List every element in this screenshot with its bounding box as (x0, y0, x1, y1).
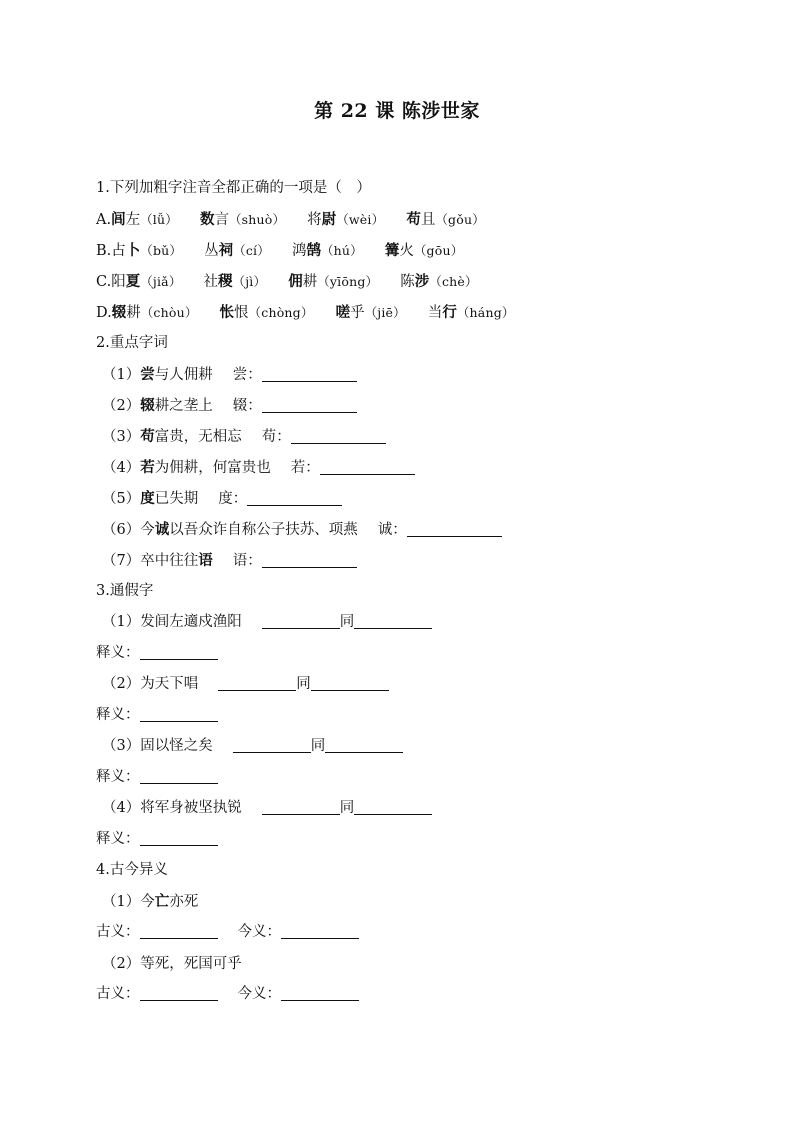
word-bold-char: 嗟 (335, 304, 351, 321)
answer-blank[interactable] (262, 551, 357, 568)
item-number: （2） (102, 398, 141, 414)
key-char-label: 苟： (261, 429, 291, 445)
original-char-blank[interactable] (311, 674, 389, 691)
word-pinyin: （gōu） (413, 243, 464, 258)
item-number: （2） (102, 956, 141, 972)
answer-blank[interactable] (262, 365, 357, 382)
variant-char-blank[interactable] (233, 736, 311, 753)
meaning-label: 释义： (96, 707, 140, 723)
sentence-pre: 今 (140, 894, 155, 910)
q2-item (96, 421, 698, 452)
q3-meaning-row (96, 824, 698, 855)
word-post: 言 (214, 212, 229, 228)
ancient-meaning-label: 古义： (96, 924, 140, 940)
word-post: 耕 (126, 305, 141, 321)
meaning-blank[interactable] (140, 643, 218, 660)
word-pre: 社 (203, 274, 219, 290)
word-pinyin: （shuò） (228, 212, 286, 227)
item-number: （5） (102, 491, 141, 507)
sentence-bold-char: 诚 (154, 521, 170, 538)
q3-stem: 3.通假字 (96, 583, 154, 599)
q3-meaning-row (96, 638, 698, 669)
page-title: 第 22 课 陈涉世家 (314, 100, 480, 122)
word-pinyin: （hú） (320, 243, 363, 258)
word-post: 乎 (350, 305, 365, 321)
meaning-blank[interactable] (140, 767, 218, 784)
q3-item (96, 731, 698, 762)
option-word (204, 266, 267, 298)
option-word (406, 204, 485, 236)
sentence-post: 已失期 (154, 491, 199, 507)
item-number: （4） (102, 800, 141, 816)
word-pinyin: （lǚ） (140, 212, 178, 227)
sentence-pre: 今 (140, 522, 155, 538)
sentence-text: 发闾左適戍渔阳 (140, 614, 242, 630)
option-word (204, 235, 270, 267)
item-number: （2） (102, 676, 141, 692)
option-word (111, 266, 181, 298)
word-pinyin: （chòng） (248, 305, 314, 320)
sentence-post: 亦死 (169, 894, 199, 910)
item-number: （7） (102, 553, 141, 569)
option-word (220, 297, 314, 329)
q3-items (96, 607, 698, 855)
sentence-text: 固以怪之矣 (140, 738, 213, 754)
word-bold-char: 卜 (125, 242, 141, 259)
original-char-blank[interactable] (354, 798, 432, 815)
key-char-label: 辍： (232, 398, 262, 414)
q3-item (96, 793, 698, 824)
sentence-pre: 等死，死国可乎 (140, 956, 242, 972)
answer-blank[interactable] (291, 427, 386, 444)
option-word (428, 297, 515, 329)
sentence-bold-char: 度 (140, 490, 155, 507)
word-pinyin: （jiǎ） (140, 274, 182, 289)
word-bold-char: 鹄 (306, 242, 321, 259)
word-post: 左 (125, 212, 141, 228)
item-number: （1） (102, 614, 141, 630)
same-as-label: 同 (296, 676, 311, 692)
q2-stem: 2.重点字词 (96, 335, 168, 351)
item-number: （6） (102, 522, 141, 538)
answer-blank[interactable] (262, 396, 357, 413)
sentence-bold-char: 语 (198, 552, 213, 569)
q2-item (96, 483, 698, 514)
q1-options (96, 204, 698, 328)
meaning-blank[interactable] (140, 829, 218, 846)
word-bold-char: 行 (442, 304, 457, 321)
same-as-label: 同 (310, 738, 326, 754)
modern-meaning-blank[interactable] (281, 984, 359, 1001)
sentence-post: 富贵，无相忘 (154, 429, 242, 445)
word-bold-char: 数 (199, 211, 215, 228)
word-pinyin: （cí） (233, 243, 270, 258)
option-word (288, 266, 378, 298)
variant-char-blank[interactable] (218, 674, 296, 691)
q2-item (96, 545, 698, 576)
word-post: 且 (420, 212, 436, 228)
key-char-label: 尝： (232, 367, 262, 383)
ancient-meaning-label: 古义： (96, 986, 140, 1002)
word-pre: 鸿 (291, 243, 307, 259)
q2-item (96, 359, 698, 390)
word-post: 恨 (234, 305, 249, 321)
sentence-bold-char: 苟 (140, 428, 155, 445)
word-pinyin: （háng） (456, 305, 515, 320)
item-number: （1） (102, 367, 141, 383)
sentence-bold-char: 亡 (154, 893, 170, 910)
word-pinyin: （chè） (429, 274, 478, 289)
q2-items (96, 359, 698, 576)
word-pre: 将 (307, 212, 322, 228)
option-word (111, 235, 182, 267)
q3-meaning-row (96, 700, 698, 731)
sentence-post: 与人佣耕 (154, 367, 213, 383)
option-word (292, 235, 363, 267)
q3-meaning-row (96, 762, 698, 793)
key-char-label: 度： (218, 491, 248, 507)
sentence-text: 将军身被坚执锐 (140, 800, 242, 816)
q2-item (96, 514, 698, 545)
ancient-meaning-blank[interactable] (140, 984, 218, 1001)
option-label: B. (96, 243, 112, 259)
word-pinyin: （gǒu） (435, 212, 485, 227)
answer-blank[interactable] (247, 489, 342, 506)
q2-item (96, 452, 698, 483)
word-pre: 阳 (111, 274, 126, 290)
meaning-blank[interactable] (140, 705, 218, 722)
q4-meaning-row (96, 917, 698, 948)
q4-item (96, 886, 698, 917)
q1-option-b (96, 235, 698, 266)
word-bold-char: 闾 (111, 211, 126, 228)
sentence-text: 为天下唱 (140, 676, 199, 692)
q3-item (96, 607, 698, 638)
modern-meaning-label: 今义： (237, 986, 281, 1002)
q4-item (96, 948, 698, 979)
item-number: （3） (102, 429, 141, 445)
same-as-label: 同 (339, 800, 355, 816)
q4-items (96, 886, 698, 1010)
q4-stem: 4.古今异义 (96, 862, 168, 878)
ancient-meaning-blank[interactable] (140, 922, 218, 939)
word-pinyin: （chòu） (140, 305, 198, 320)
original-char-blank[interactable] (325, 736, 403, 753)
option-word (112, 297, 198, 329)
word-post: 火 (399, 243, 414, 259)
word-pre: 占 (111, 243, 126, 259)
word-pre: 陈 (400, 274, 415, 290)
option-label: D. (96, 305, 112, 321)
variant-char-blank[interactable] (262, 612, 340, 629)
word-bold-char: 尉 (321, 211, 337, 228)
q2-item (96, 390, 698, 421)
word-bold-char: 怅 (219, 304, 235, 321)
sentence-post: 耕之垄上 (154, 398, 213, 414)
option-word (385, 235, 464, 267)
word-bold-char: 辍 (111, 304, 127, 321)
original-char-blank[interactable] (354, 612, 432, 629)
modern-meaning-blank[interactable] (281, 922, 359, 939)
word-pinyin: （yīōng） (317, 274, 379, 289)
word-pre: 当 (427, 305, 443, 321)
word-pre: 丛 (204, 243, 219, 259)
word-pinyin: （jì） (232, 274, 267, 289)
word-pinyin: （jiē） (364, 305, 406, 320)
sentence-pre: 卒中往往 (140, 553, 199, 569)
word-bold-char: 篝 (384, 242, 400, 259)
word-bold-char: 涉 (414, 273, 430, 290)
sentence-bold-char: 辍 (140, 397, 155, 414)
item-number: （1） (102, 894, 141, 910)
q4-meaning-row (96, 979, 698, 1010)
word-bold-char: 祠 (218, 242, 234, 259)
option-word (336, 297, 406, 329)
word-bold-char: 稷 (218, 273, 233, 290)
word-pinyin: （wèi） (336, 212, 385, 227)
word-bold-char: 苟 (406, 211, 421, 228)
word-pinyin: （bǔ） (140, 243, 183, 258)
meaning-label: 释义： (96, 769, 140, 785)
answer-blank[interactable] (407, 520, 502, 537)
sentence-bold-char: 尝 (140, 366, 155, 383)
q1-option-c (96, 266, 698, 297)
option-word (307, 204, 384, 236)
word-post: 耕 (302, 274, 318, 290)
meaning-label: 释义： (96, 645, 140, 661)
option-word (111, 204, 178, 236)
key-char-label: 语： (232, 553, 262, 569)
word-bold-char: 夏 (125, 273, 141, 290)
variant-char-blank[interactable] (262, 798, 340, 815)
item-number: （3） (102, 738, 141, 754)
q1-option-d (96, 297, 698, 328)
q1-option-a (96, 204, 698, 235)
option-label: C. (96, 274, 112, 290)
word-bold-char: 佣 (288, 273, 303, 290)
key-char-label: 诚： (377, 522, 407, 538)
meaning-label: 释义： (96, 831, 140, 847)
modern-meaning-label: 今义： (237, 924, 281, 940)
item-number: （4） (102, 460, 141, 476)
key-char-label: 若： (290, 460, 320, 476)
option-word (200, 204, 285, 236)
answer-blank[interactable] (320, 458, 415, 475)
sentence-bold-char: 若 (140, 459, 155, 476)
q1-stem: 1.下列加粗字注音全都正确的一项是（ ） (96, 180, 371, 196)
sentence-post: 以吾众诈自称公子扶苏、项燕 (169, 522, 358, 538)
q3-item (96, 669, 698, 700)
sentence-post: 为佣耕，何富贵也 (154, 460, 271, 476)
option-word (400, 266, 477, 298)
option-label: A. (96, 212, 112, 228)
same-as-label: 同 (339, 614, 355, 630)
